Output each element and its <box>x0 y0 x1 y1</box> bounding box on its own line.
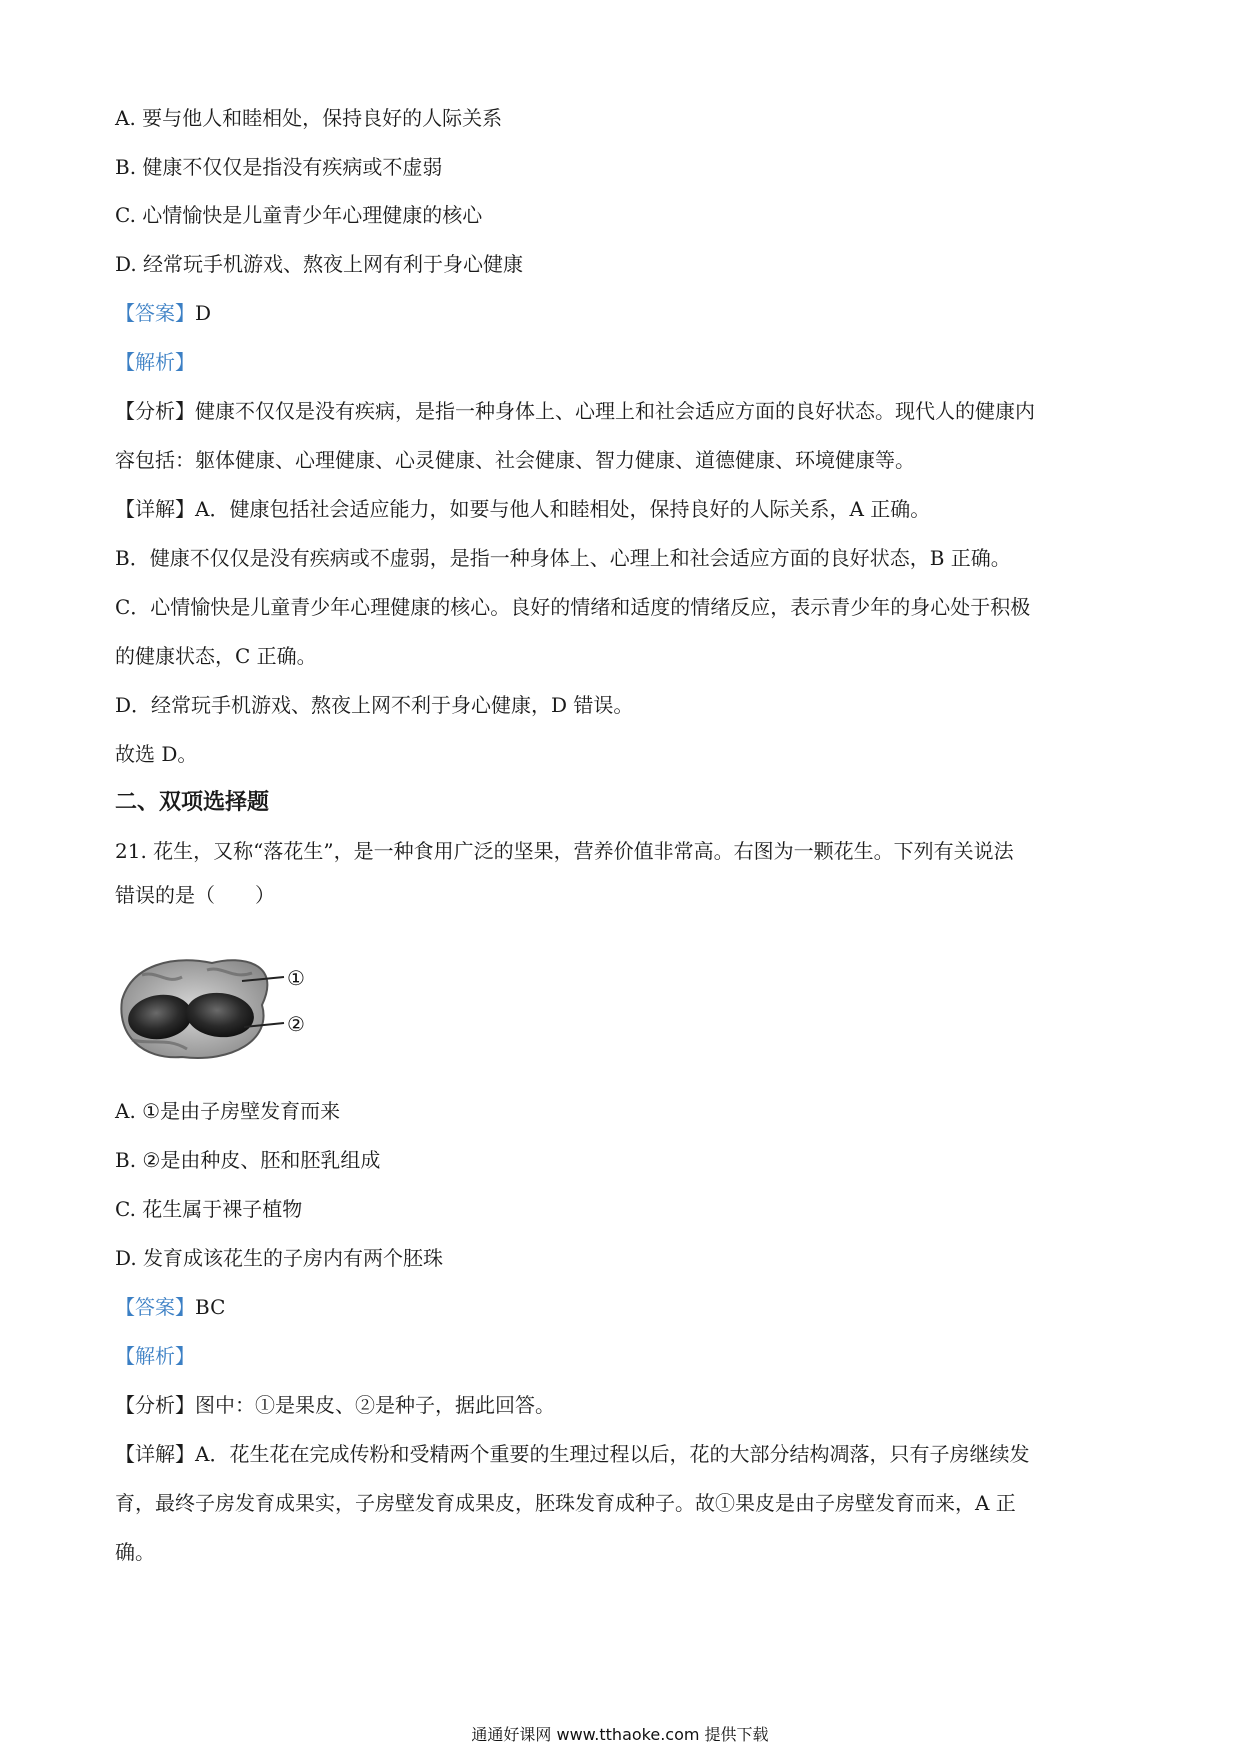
analysis-tag: 【解析】 <box>115 350 195 374</box>
section-heading: 二、双项选择题 <box>115 789 270 815</box>
page-footer: 通通好课网 www.tthaoke.com 提供下载 <box>471 1725 769 1744</box>
label-1: ① <box>287 966 305 990</box>
analysis-tag: 【解析】 <box>115 1344 195 1368</box>
q20-option-c: C. 心情愉快是儿童青少年心理健康的核心 <box>115 203 483 227</box>
q20-conclusion: 故选 D。 <box>115 742 198 766</box>
q20-answer-line <box>115 298 1125 328</box>
q20-fenxi-line-2: 容包括：躯体健康、心理健康、心灵健康、社会健康、智力健康、道德健康、环境健康等。 <box>115 448 915 472</box>
q21-xiangjie-line-1: 【详解】A．花生花在完成传粉和受精两个重要的生理过程以后，花的大部分结构凋落，只有子房继续发 <box>115 1442 1030 1466</box>
q21-option-b: B. ②是由种皮、胚和胚乳组成 <box>115 1148 381 1172</box>
q20-option-d: D. 经常玩手机游戏、熬夜上网有利于身心健康 <box>115 252 524 276</box>
peanut-figure <box>112 945 312 1070</box>
q20-option-b: B. 健康不仅仅是指没有疾病或不虚弱 <box>115 155 443 179</box>
q20-fenxi-line-1: 【分析】健康不仅仅是没有疾病，是指一种身体上、心理上和社会适应方面的良好状态。现代人的健康内 <box>115 399 1035 423</box>
q20-xiangjie-line-2: B．健康不仅仅是没有疾病或不虚弱，是指一种身体上、心理上和社会适应方面的良好状态，B 正确。 <box>115 546 1011 570</box>
q21-answer-line <box>115 1292 1125 1322</box>
q21-option-d: D. 发育成该花生的子房内有两个胚珠 <box>115 1246 444 1270</box>
q20-xiangjie-line-5: D．经常玩手机游戏、熬夜上网不利于身心健康，D 错误。 <box>115 693 634 717</box>
q21-stem-line-2: 错误的是（ ） <box>115 883 275 907</box>
q20-xiangjie-line-1: 【详解】A．健康包括社会适应能力，如要与他人和睦相处，保持良好的人际关系，A 正确。 <box>115 497 931 521</box>
q20-xiangjie-line-4: 的健康状态，C 正确。 <box>115 644 317 668</box>
q20-option-a: A. 要与他人和睦相处，保持良好的人际关系 <box>115 106 503 130</box>
answer-tag: 【答案】 <box>115 1295 195 1319</box>
q20-xiangjie-line-3: C．心情愉快是儿童青少年心理健康的核心。良好的情绪和适度的情绪反应，表示青少年的身心处于积极 <box>115 595 1031 619</box>
q21-analysis-line <box>115 1341 1125 1371</box>
answer-value: D <box>195 301 212 325</box>
q21-option-a: A. ①是由子房壁发育而来 <box>115 1099 341 1123</box>
answer-tag: 【答案】 <box>115 301 195 325</box>
q21-stem-line-1: 21. 花生，又称“落花生”，是一种食用广泛的坚果，营养价值非常高。右图为一颗花生。下列有关说法 <box>115 839 1014 863</box>
q21-fenxi: 【分析】图中：①是果皮、②是种子，据此回答。 <box>115 1393 555 1417</box>
q20-analysis-line <box>115 347 1125 377</box>
q21-option-c: C. 花生属于裸子植物 <box>115 1197 303 1221</box>
q21-xiangjie-line-2: 育，最终子房发育成果实，子房壁发育成果皮，胚珠发育成种子。故①果皮是由子房壁发育而来，A 正 <box>115 1491 1016 1515</box>
answer-value: BC <box>195 1295 226 1319</box>
label-2: ② <box>287 1012 305 1036</box>
q21-xiangjie-line-3: 确。 <box>115 1540 155 1564</box>
